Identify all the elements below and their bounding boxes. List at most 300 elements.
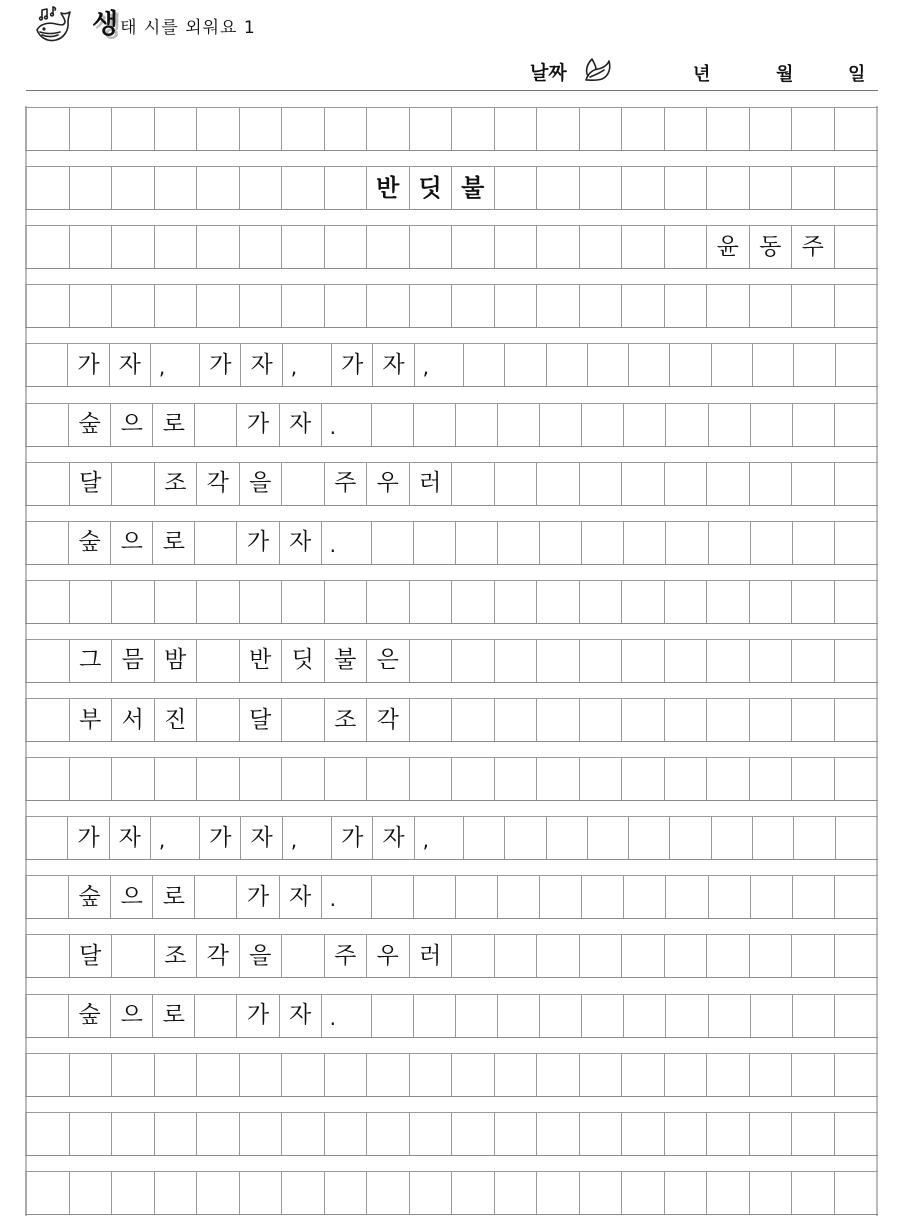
grid-cell[interactable] bbox=[240, 758, 283, 800]
grid-cell[interactable] bbox=[622, 463, 665, 505]
grid-cell[interactable] bbox=[835, 640, 879, 682]
grid-cell[interactable] bbox=[709, 522, 751, 564]
grid-cell[interactable] bbox=[792, 1113, 835, 1155]
grid-cell[interactable] bbox=[112, 1172, 155, 1214]
grid-cell[interactable] bbox=[537, 285, 580, 327]
grid-cell[interactable] bbox=[665, 1054, 708, 1096]
grid-cell[interactable] bbox=[665, 758, 708, 800]
grid-cell[interactable] bbox=[452, 1054, 495, 1096]
grid-cell[interactable] bbox=[792, 463, 835, 505]
grid-cell[interactable] bbox=[582, 876, 624, 918]
grid-cell[interactable]: 조 bbox=[155, 463, 198, 505]
grid-cell[interactable] bbox=[537, 935, 580, 977]
grid-cell[interactable] bbox=[580, 640, 623, 682]
grid-cell[interactable] bbox=[112, 285, 155, 327]
grid-cell[interactable] bbox=[750, 935, 793, 977]
grid-cell[interactable] bbox=[410, 1113, 453, 1155]
grid-cell[interactable] bbox=[793, 522, 835, 564]
grid-cell[interactable]: 주 bbox=[325, 935, 368, 977]
grid-cell[interactable] bbox=[495, 581, 538, 623]
grid-cell[interactable] bbox=[794, 344, 835, 386]
grid-cell[interactable] bbox=[622, 167, 665, 209]
grid-cell[interactable]: 으 bbox=[111, 404, 153, 446]
grid-cell[interactable] bbox=[112, 226, 155, 268]
grid-cell[interactable] bbox=[835, 581, 879, 623]
grid-cell[interactable] bbox=[155, 581, 198, 623]
grid-cell[interactable] bbox=[750, 1054, 793, 1096]
grid-cell[interactable] bbox=[414, 404, 456, 446]
grid-cell[interactable] bbox=[452, 285, 495, 327]
grid-cell[interactable] bbox=[240, 167, 283, 209]
grid-cell[interactable] bbox=[580, 463, 623, 505]
grid-cell[interactable] bbox=[835, 404, 878, 446]
grid-cell[interactable] bbox=[707, 935, 750, 977]
grid-cell[interactable] bbox=[240, 581, 283, 623]
grid-cell[interactable] bbox=[622, 935, 665, 977]
grid-cell[interactable] bbox=[282, 285, 325, 327]
grid-cell[interactable]: , bbox=[151, 344, 200, 386]
grid-cell[interactable]: 달 bbox=[70, 935, 113, 977]
grid-cell[interactable] bbox=[25, 522, 69, 564]
grid-cell[interactable] bbox=[835, 463, 879, 505]
grid-cell[interactable] bbox=[707, 758, 750, 800]
grid-cell[interactable] bbox=[25, 758, 70, 800]
grid-cell[interactable] bbox=[495, 935, 538, 977]
grid-cell[interactable] bbox=[112, 167, 155, 209]
grid-cell[interactable] bbox=[835, 226, 879, 268]
grid-cell[interactable] bbox=[325, 581, 368, 623]
grid-cell[interactable] bbox=[464, 344, 505, 386]
grid-cell[interactable] bbox=[835, 1172, 879, 1214]
grid-cell[interactable] bbox=[367, 581, 410, 623]
grid-cell[interactable] bbox=[537, 463, 580, 505]
grid-cell[interactable] bbox=[325, 108, 368, 150]
grid-cell[interactable] bbox=[580, 167, 623, 209]
grid-cell[interactable] bbox=[792, 1172, 835, 1214]
grid-cell[interactable] bbox=[582, 522, 624, 564]
grid-cell[interactable] bbox=[25, 817, 68, 859]
grid-cell[interactable] bbox=[112, 108, 155, 150]
grid-cell[interactable] bbox=[367, 1172, 410, 1214]
grid-cell[interactable] bbox=[792, 935, 835, 977]
grid-cell[interactable] bbox=[505, 344, 546, 386]
grid-cell[interactable] bbox=[622, 581, 665, 623]
grid-cell[interactable] bbox=[197, 640, 240, 682]
grid-cell[interactable] bbox=[325, 226, 368, 268]
grid-cell[interactable] bbox=[750, 108, 793, 150]
grid-cell[interactable] bbox=[495, 463, 538, 505]
grid-cell[interactable] bbox=[367, 1113, 410, 1155]
grid-cell[interactable]: 달 bbox=[70, 463, 113, 505]
grid-cell[interactable]: 러 bbox=[410, 935, 453, 977]
grid-cell[interactable] bbox=[580, 1113, 623, 1155]
grid-cell[interactable] bbox=[750, 463, 793, 505]
grid-cell[interactable]: 로 bbox=[153, 404, 195, 446]
grid-cell[interactable] bbox=[666, 522, 708, 564]
grid-cell[interactable] bbox=[835, 876, 878, 918]
grid-cell[interactable] bbox=[537, 758, 580, 800]
grid-cell[interactable] bbox=[707, 640, 750, 682]
grid-cell[interactable] bbox=[751, 995, 793, 1037]
grid-cell[interactable] bbox=[624, 404, 666, 446]
grid-cell[interactable] bbox=[750, 285, 793, 327]
grid-cell[interactable] bbox=[367, 108, 410, 150]
grid-cell[interactable] bbox=[155, 758, 198, 800]
grid-cell[interactable] bbox=[495, 285, 538, 327]
grid-cell[interactable] bbox=[410, 699, 453, 741]
grid-cell[interactable]: 각 bbox=[197, 463, 240, 505]
grid-cell[interactable] bbox=[456, 995, 498, 1037]
grid-cell[interactable] bbox=[622, 699, 665, 741]
grid-cell[interactable] bbox=[751, 876, 793, 918]
grid-cell[interactable] bbox=[750, 581, 793, 623]
grid-cell[interactable] bbox=[155, 226, 198, 268]
grid-cell[interactable] bbox=[707, 581, 750, 623]
grid-cell[interactable] bbox=[666, 995, 708, 1037]
grid-cell[interactable] bbox=[240, 1054, 283, 1096]
grid-cell[interactable] bbox=[155, 1172, 198, 1214]
grid-cell[interactable] bbox=[414, 995, 456, 1037]
grid-cell[interactable] bbox=[835, 1054, 879, 1096]
grid-cell[interactable] bbox=[197, 1113, 240, 1155]
grid-cell[interactable] bbox=[197, 226, 240, 268]
grid-cell[interactable] bbox=[792, 285, 835, 327]
grid-cell[interactable]: , bbox=[415, 817, 464, 859]
grid-cell[interactable] bbox=[112, 463, 155, 505]
grid-cell[interactable] bbox=[112, 1054, 155, 1096]
grid-cell[interactable] bbox=[410, 285, 453, 327]
grid-cell[interactable] bbox=[70, 167, 113, 209]
grid-cell[interactable] bbox=[624, 876, 666, 918]
grid-cell[interactable]: 불 bbox=[325, 640, 368, 682]
grid-cell[interactable] bbox=[498, 404, 540, 446]
grid-cell[interactable] bbox=[25, 108, 70, 150]
grid-cell[interactable] bbox=[414, 876, 456, 918]
grid-cell[interactable]: , bbox=[415, 344, 464, 386]
grid-cell[interactable] bbox=[70, 758, 113, 800]
grid-cell[interactable] bbox=[537, 108, 580, 150]
grid-cell[interactable] bbox=[707, 108, 750, 150]
grid-cell[interactable] bbox=[452, 758, 495, 800]
grid-cell[interactable] bbox=[325, 285, 368, 327]
grid-cell[interactable] bbox=[452, 1113, 495, 1155]
grid-cell[interactable] bbox=[325, 1113, 368, 1155]
grid-cell[interactable] bbox=[792, 699, 835, 741]
grid-cell[interactable] bbox=[372, 995, 414, 1037]
grid-cell[interactable] bbox=[835, 995, 878, 1037]
grid-cell[interactable] bbox=[750, 699, 793, 741]
grid-cell[interactable]: 부 bbox=[70, 699, 113, 741]
grid-cell[interactable]: 각 bbox=[367, 699, 410, 741]
grid-cell[interactable] bbox=[70, 108, 113, 150]
grid-cell[interactable]: 자 bbox=[280, 404, 322, 446]
grid-cell[interactable]: 동 bbox=[750, 226, 793, 268]
grid-cell[interactable] bbox=[197, 1054, 240, 1096]
grid-cell[interactable] bbox=[456, 876, 498, 918]
grid-cell[interactable] bbox=[580, 758, 623, 800]
grid-cell[interactable] bbox=[112, 581, 155, 623]
grid-cell[interactable]: 믐 bbox=[112, 640, 155, 682]
grid-cell[interactable] bbox=[547, 344, 588, 386]
grid-cell[interactable] bbox=[195, 404, 237, 446]
grid-cell[interactable] bbox=[622, 758, 665, 800]
grid-cell[interactable] bbox=[25, 404, 69, 446]
grid-cell[interactable] bbox=[495, 108, 538, 150]
grid-cell[interactable] bbox=[750, 1172, 793, 1214]
grid-cell[interactable] bbox=[793, 876, 835, 918]
grid-cell[interactable]: , bbox=[283, 817, 332, 859]
grid-cell[interactable]: 을 bbox=[240, 463, 283, 505]
grid-cell[interactable] bbox=[750, 758, 793, 800]
grid-cell[interactable] bbox=[70, 226, 113, 268]
grid-cell[interactable] bbox=[240, 1113, 283, 1155]
grid-cell[interactable] bbox=[793, 995, 835, 1037]
grid-cell[interactable]: 가 bbox=[237, 995, 279, 1037]
grid-cell[interactable]: . bbox=[322, 404, 372, 446]
grid-cell[interactable] bbox=[197, 1172, 240, 1214]
grid-cell[interactable] bbox=[70, 1113, 113, 1155]
grid-cell[interactable]: 숲 bbox=[69, 876, 111, 918]
grid-cell[interactable] bbox=[751, 404, 793, 446]
grid-cell[interactable]: 달 bbox=[240, 699, 283, 741]
grid-cell[interactable] bbox=[751, 522, 793, 564]
grid-cell[interactable] bbox=[495, 226, 538, 268]
grid-cell[interactable]: 숲 bbox=[69, 522, 111, 564]
grid-cell[interactable]: 자 bbox=[241, 817, 282, 859]
grid-cell[interactable]: 가 bbox=[200, 344, 241, 386]
grid-cell[interactable] bbox=[240, 108, 283, 150]
grid-cell[interactable]: , bbox=[283, 344, 332, 386]
grid-cell[interactable]: 자 bbox=[280, 876, 322, 918]
grid-cell[interactable] bbox=[410, 581, 453, 623]
grid-cell[interactable] bbox=[372, 522, 414, 564]
grid-cell[interactable]: 숲 bbox=[69, 995, 111, 1037]
grid-cell[interactable]: 딧 bbox=[410, 167, 453, 209]
grid-cell[interactable] bbox=[25, 285, 70, 327]
grid-cell[interactable] bbox=[750, 1113, 793, 1155]
grid-cell[interactable] bbox=[240, 1172, 283, 1214]
grid-cell[interactable] bbox=[195, 995, 237, 1037]
grid-cell[interactable]: 가 bbox=[332, 344, 373, 386]
grid-cell[interactable]: 조 bbox=[325, 699, 368, 741]
grid-cell[interactable]: 자 bbox=[280, 995, 322, 1037]
grid-cell[interactable]: 주 bbox=[792, 226, 835, 268]
grid-cell[interactable] bbox=[325, 1054, 368, 1096]
grid-cell[interactable] bbox=[537, 167, 580, 209]
grid-cell[interactable] bbox=[25, 640, 70, 682]
grid-cell[interactable] bbox=[282, 758, 325, 800]
grid-cell[interactable] bbox=[622, 1054, 665, 1096]
grid-cell[interactable] bbox=[582, 995, 624, 1037]
grid-cell[interactable] bbox=[537, 1113, 580, 1155]
grid-cell[interactable] bbox=[367, 285, 410, 327]
grid-cell[interactable] bbox=[112, 758, 155, 800]
grid-cell[interactable] bbox=[155, 108, 198, 150]
grid-cell[interactable] bbox=[25, 463, 70, 505]
grid-cell[interactable] bbox=[792, 640, 835, 682]
grid-cell[interactable] bbox=[750, 640, 793, 682]
grid-cell[interactable] bbox=[282, 699, 325, 741]
grid-cell[interactable] bbox=[537, 699, 580, 741]
grid-cell[interactable]: 으 bbox=[111, 995, 153, 1037]
grid-cell[interactable] bbox=[452, 581, 495, 623]
grid-cell[interactable] bbox=[495, 1172, 538, 1214]
grid-cell[interactable] bbox=[452, 699, 495, 741]
grid-cell[interactable] bbox=[195, 876, 237, 918]
grid-cell[interactable] bbox=[25, 1054, 70, 1096]
grid-cell[interactable] bbox=[792, 758, 835, 800]
grid-cell[interactable] bbox=[70, 285, 113, 327]
grid-cell[interactable]: . bbox=[322, 876, 372, 918]
grid-cell[interactable] bbox=[835, 108, 879, 150]
grid-cell[interactable] bbox=[707, 167, 750, 209]
grid-cell[interactable] bbox=[282, 226, 325, 268]
grid-cell[interactable]: 자 bbox=[373, 344, 414, 386]
grid-cell[interactable] bbox=[624, 995, 666, 1037]
grid-cell[interactable] bbox=[452, 935, 495, 977]
grid-cell[interactable] bbox=[665, 699, 708, 741]
grid-cell[interactable] bbox=[580, 935, 623, 977]
grid-cell[interactable] bbox=[25, 226, 70, 268]
grid-cell[interactable]: 으 bbox=[111, 522, 153, 564]
grid-cell[interactable] bbox=[25, 1113, 70, 1155]
grid-cell[interactable] bbox=[456, 404, 498, 446]
grid-cell[interactable] bbox=[70, 1172, 113, 1214]
grid-cell[interactable] bbox=[452, 108, 495, 150]
grid-cell[interactable] bbox=[707, 1113, 750, 1155]
grid-cell[interactable] bbox=[666, 876, 708, 918]
grid-cell[interactable] bbox=[495, 640, 538, 682]
grid-cell[interactable] bbox=[629, 817, 670, 859]
grid-cell[interactable] bbox=[793, 404, 835, 446]
grid-cell[interactable]: 은 bbox=[367, 640, 410, 682]
grid-cell[interactable] bbox=[588, 344, 629, 386]
grid-cell[interactable]: 반 bbox=[367, 167, 410, 209]
grid-cell[interactable] bbox=[282, 1054, 325, 1096]
grid-cell[interactable]: 자 bbox=[241, 344, 282, 386]
grid-cell[interactable] bbox=[367, 1054, 410, 1096]
grid-cell[interactable]: 로 bbox=[153, 522, 195, 564]
grid-cell[interactable] bbox=[372, 404, 414, 446]
grid-cell[interactable]: 딧 bbox=[282, 640, 325, 682]
grid-cell[interactable] bbox=[498, 522, 540, 564]
grid-cell[interactable] bbox=[580, 285, 623, 327]
grid-cell[interactable] bbox=[665, 1172, 708, 1214]
grid-cell[interactable] bbox=[70, 1054, 113, 1096]
grid-cell[interactable] bbox=[495, 699, 538, 741]
grid-cell[interactable]: 각 bbox=[197, 935, 240, 977]
grid-cell[interactable] bbox=[709, 404, 751, 446]
grid-cell[interactable] bbox=[707, 1054, 750, 1096]
grid-cell[interactable]: 을 bbox=[240, 935, 283, 977]
grid-cell[interactable] bbox=[410, 1054, 453, 1096]
grid-cell[interactable] bbox=[25, 935, 70, 977]
grid-cell[interactable]: 윤 bbox=[707, 226, 750, 268]
grid-cell[interactable] bbox=[624, 522, 666, 564]
grid-cell[interactable] bbox=[670, 344, 711, 386]
grid-cell[interactable]: 로 bbox=[153, 995, 195, 1037]
grid-cell[interactable] bbox=[622, 226, 665, 268]
grid-cell[interactable]: 조 bbox=[155, 935, 198, 977]
grid-cell[interactable] bbox=[464, 817, 505, 859]
grid-cell[interactable] bbox=[622, 108, 665, 150]
grid-cell[interactable]: 가 bbox=[237, 876, 279, 918]
grid-cell[interactable] bbox=[282, 935, 325, 977]
grid-cell[interactable] bbox=[197, 167, 240, 209]
grid-cell[interactable] bbox=[325, 758, 368, 800]
grid-cell[interactable] bbox=[372, 876, 414, 918]
grid-cell[interactable] bbox=[665, 1113, 708, 1155]
grid-cell[interactable] bbox=[580, 108, 623, 150]
grid-cell[interactable] bbox=[410, 108, 453, 150]
grid-cell[interactable] bbox=[155, 1113, 198, 1155]
grid-cell[interactable] bbox=[665, 226, 708, 268]
grid-cell[interactable] bbox=[456, 522, 498, 564]
grid-cell[interactable] bbox=[240, 226, 283, 268]
grid-cell[interactable] bbox=[666, 404, 708, 446]
grid-cell[interactable]: 밤 bbox=[155, 640, 198, 682]
grid-cell[interactable]: 러 bbox=[410, 463, 453, 505]
grid-cell[interactable]: 자 bbox=[280, 522, 322, 564]
grid-cell[interactable] bbox=[505, 817, 546, 859]
grid-cell[interactable] bbox=[622, 285, 665, 327]
grid-cell[interactable] bbox=[665, 935, 708, 977]
grid-cell[interactable] bbox=[670, 817, 711, 859]
grid-cell[interactable] bbox=[580, 226, 623, 268]
grid-cell[interactable]: 그 bbox=[70, 640, 113, 682]
grid-cell[interactable] bbox=[282, 167, 325, 209]
grid-cell[interactable] bbox=[70, 581, 113, 623]
grid-cell[interactable] bbox=[792, 108, 835, 150]
grid-cell[interactable]: 불 bbox=[452, 167, 495, 209]
grid-cell[interactable] bbox=[197, 285, 240, 327]
grid-cell[interactable] bbox=[495, 1113, 538, 1155]
grid-cell[interactable] bbox=[537, 581, 580, 623]
grid-cell[interactable] bbox=[792, 167, 835, 209]
grid-cell[interactable] bbox=[410, 1172, 453, 1214]
grid-cell[interactable] bbox=[580, 1054, 623, 1096]
grid-cell[interactable]: 우 bbox=[367, 935, 410, 977]
grid-cell[interactable] bbox=[112, 935, 155, 977]
grid-cell[interactable] bbox=[836, 817, 878, 859]
grid-cell[interactable] bbox=[240, 285, 283, 327]
grid-cell[interactable] bbox=[835, 522, 878, 564]
grid-cell[interactable] bbox=[282, 1113, 325, 1155]
grid-cell[interactable]: 숲 bbox=[69, 404, 111, 446]
grid-cell[interactable] bbox=[197, 581, 240, 623]
grid-cell[interactable] bbox=[665, 581, 708, 623]
grid-cell[interactable] bbox=[582, 404, 624, 446]
grid-cell[interactable] bbox=[537, 1054, 580, 1096]
grid-cell[interactable] bbox=[707, 1172, 750, 1214]
grid-cell[interactable] bbox=[197, 699, 240, 741]
grid-cell[interactable] bbox=[282, 1172, 325, 1214]
grid-cell[interactable] bbox=[495, 1054, 538, 1096]
grid-cell[interactable] bbox=[25, 581, 70, 623]
grid-cell[interactable] bbox=[753, 344, 794, 386]
grid-cell[interactable] bbox=[25, 995, 69, 1037]
grid-cell[interactable] bbox=[540, 876, 582, 918]
grid-cell[interactable] bbox=[325, 167, 368, 209]
grid-cell[interactable] bbox=[414, 522, 456, 564]
grid-cell[interactable] bbox=[25, 876, 69, 918]
grid-cell[interactable]: 서 bbox=[112, 699, 155, 741]
grid-cell[interactable] bbox=[410, 640, 453, 682]
grid-cell[interactable] bbox=[707, 285, 750, 327]
grid-cell[interactable] bbox=[112, 1113, 155, 1155]
grid-cell[interactable] bbox=[622, 1172, 665, 1214]
grid-cell[interactable]: . bbox=[322, 522, 372, 564]
